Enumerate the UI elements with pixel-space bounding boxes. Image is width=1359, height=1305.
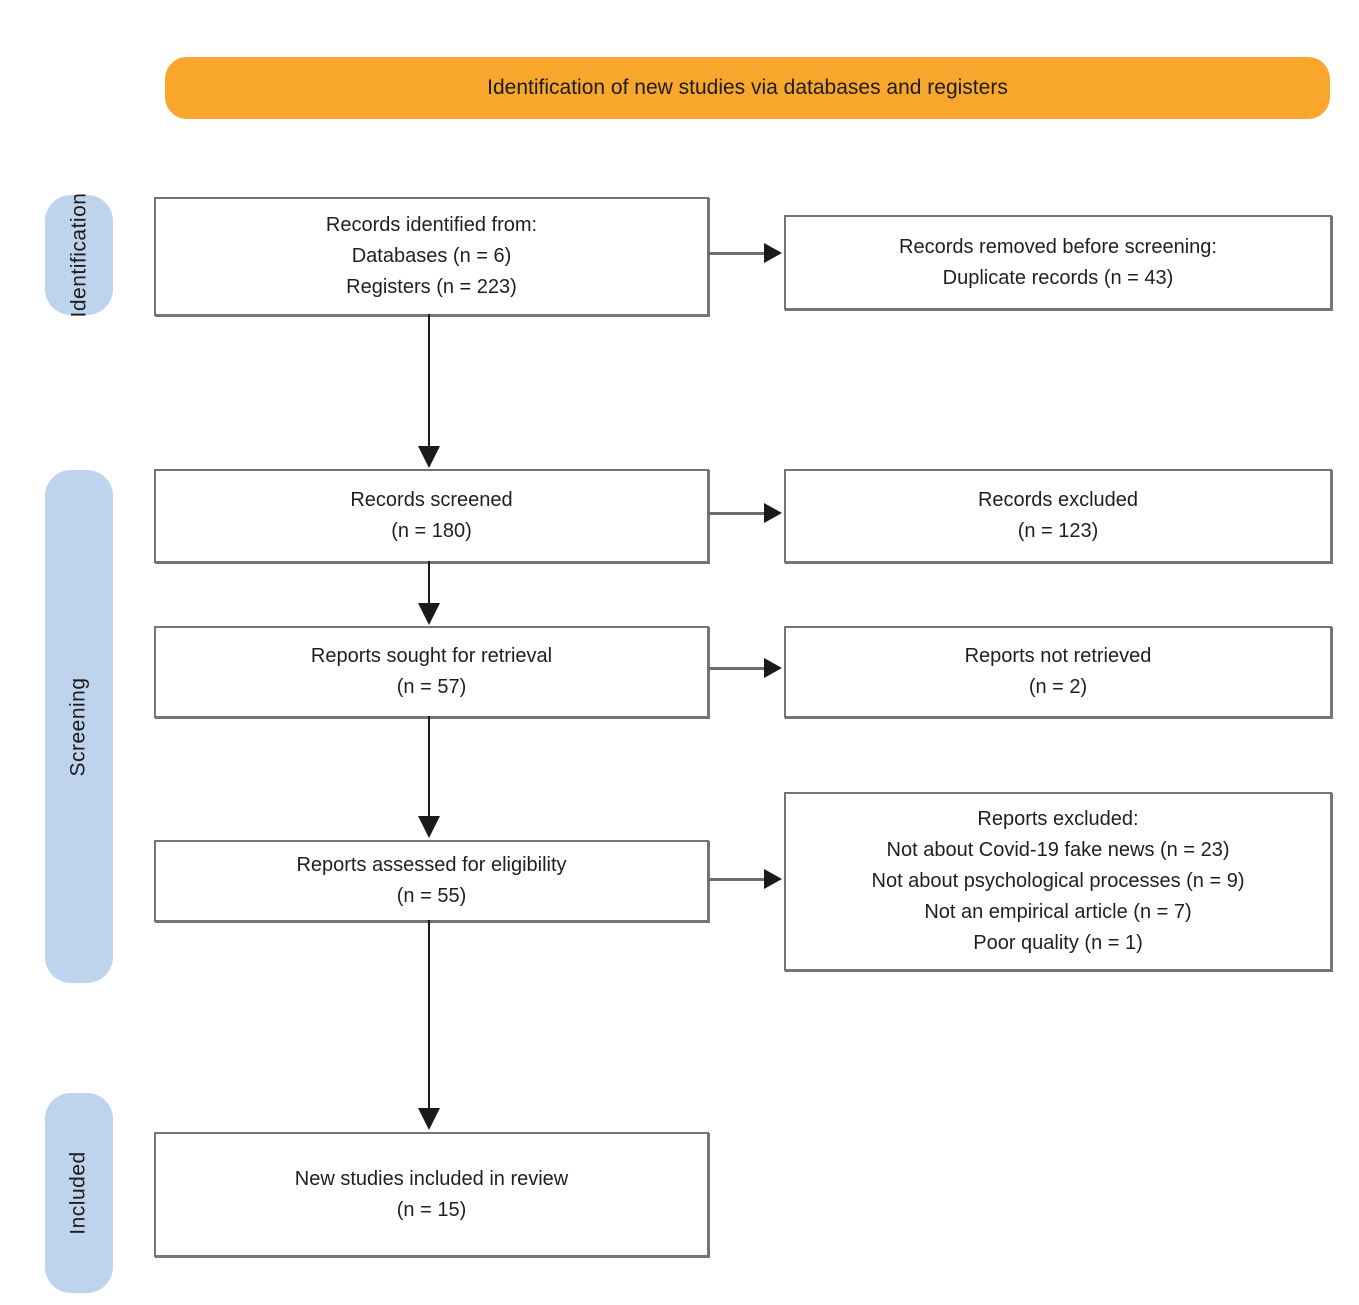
banner-identification-via-databases — [165, 57, 1330, 119]
banner-label: Identification of new studies via databases and registers — [487, 76, 1008, 99]
box-line: Records screened — [350, 489, 513, 511]
arrow-shaft — [428, 920, 430, 1108]
arrow-right-icon — [707, 243, 782, 263]
arrow-head — [418, 1108, 440, 1130]
box-records-screened — [154, 469, 709, 563]
box-records-removed — [784, 215, 1332, 310]
stage-included — [45, 1093, 113, 1293]
box-line: Not an empirical article (n = 7) — [924, 901, 1192, 923]
box-reports-assessed — [154, 840, 709, 922]
arrow-shaft — [428, 716, 430, 816]
stage-included-label: Included — [67, 1151, 90, 1235]
arrow-shaft — [428, 561, 430, 603]
arrow-right-icon — [707, 503, 782, 523]
arrow-shaft — [707, 252, 764, 255]
arrow-head — [764, 503, 782, 523]
box-line: Records excluded — [977, 489, 1139, 511]
box-records-excluded — [784, 469, 1332, 563]
arrow-shaft — [707, 512, 764, 515]
arrow-shaft — [428, 314, 430, 446]
stage-screening-label: Screening — [67, 676, 90, 777]
box-line: (n = 123) — [1017, 520, 1099, 542]
box-line: Reports sought for retrieval — [310, 645, 553, 667]
arrow-head — [764, 243, 782, 263]
box-line: Not about psychological processes (n = 9) — [871, 870, 1245, 892]
arrow-down-icon — [418, 920, 440, 1130]
arrow-right-icon — [707, 658, 782, 678]
stage-identification — [45, 192, 113, 318]
arrow-head — [418, 446, 440, 468]
arrow-down-icon — [418, 716, 440, 838]
box-reports-not-retrieved — [784, 626, 1332, 718]
box-line: New studies included in review — [294, 1167, 569, 1190]
box-line: (n = 15) — [396, 1198, 467, 1221]
box-line: Reports not retrieved — [964, 645, 1152, 667]
arrow-down-icon — [418, 561, 440, 625]
box-line: Poor quality (n = 1) — [973, 932, 1143, 954]
box-line: (n = 55) — [396, 885, 467, 907]
arrow-shaft — [707, 667, 764, 670]
stage-screening — [45, 470, 113, 983]
arrow-head — [418, 603, 440, 625]
box-line: Records identified from: — [325, 214, 538, 236]
box-line: (n = 57) — [396, 676, 467, 698]
arrow-head — [764, 658, 782, 678]
box-reports-excluded — [784, 792, 1332, 971]
box-new-studies-included — [154, 1132, 709, 1257]
box-line: Records removed before screening: — [899, 235, 1217, 258]
box-line: Reports excluded: — [977, 808, 1139, 830]
arrow-right-icon — [707, 869, 782, 889]
box-records-identified — [154, 197, 709, 316]
box-line: Databases (n = 6) — [351, 245, 512, 267]
box-reports-sought — [154, 626, 709, 718]
arrow-head — [418, 816, 440, 838]
box-line: (n = 2) — [1028, 676, 1088, 698]
arrow-down-icon — [418, 314, 440, 468]
box-line: (n = 180) — [391, 520, 472, 542]
box-line: Registers (n = 223) — [346, 276, 517, 298]
stage-identification-label: Identification — [67, 192, 91, 318]
box-line: Duplicate records (n = 43) — [942, 266, 1174, 289]
arrow-head — [764, 869, 782, 889]
box-line: Not about Covid-19 fake news (n = 23) — [886, 839, 1230, 861]
arrow-shaft — [707, 878, 764, 881]
box-line: Reports assessed for eligibility — [296, 854, 567, 876]
